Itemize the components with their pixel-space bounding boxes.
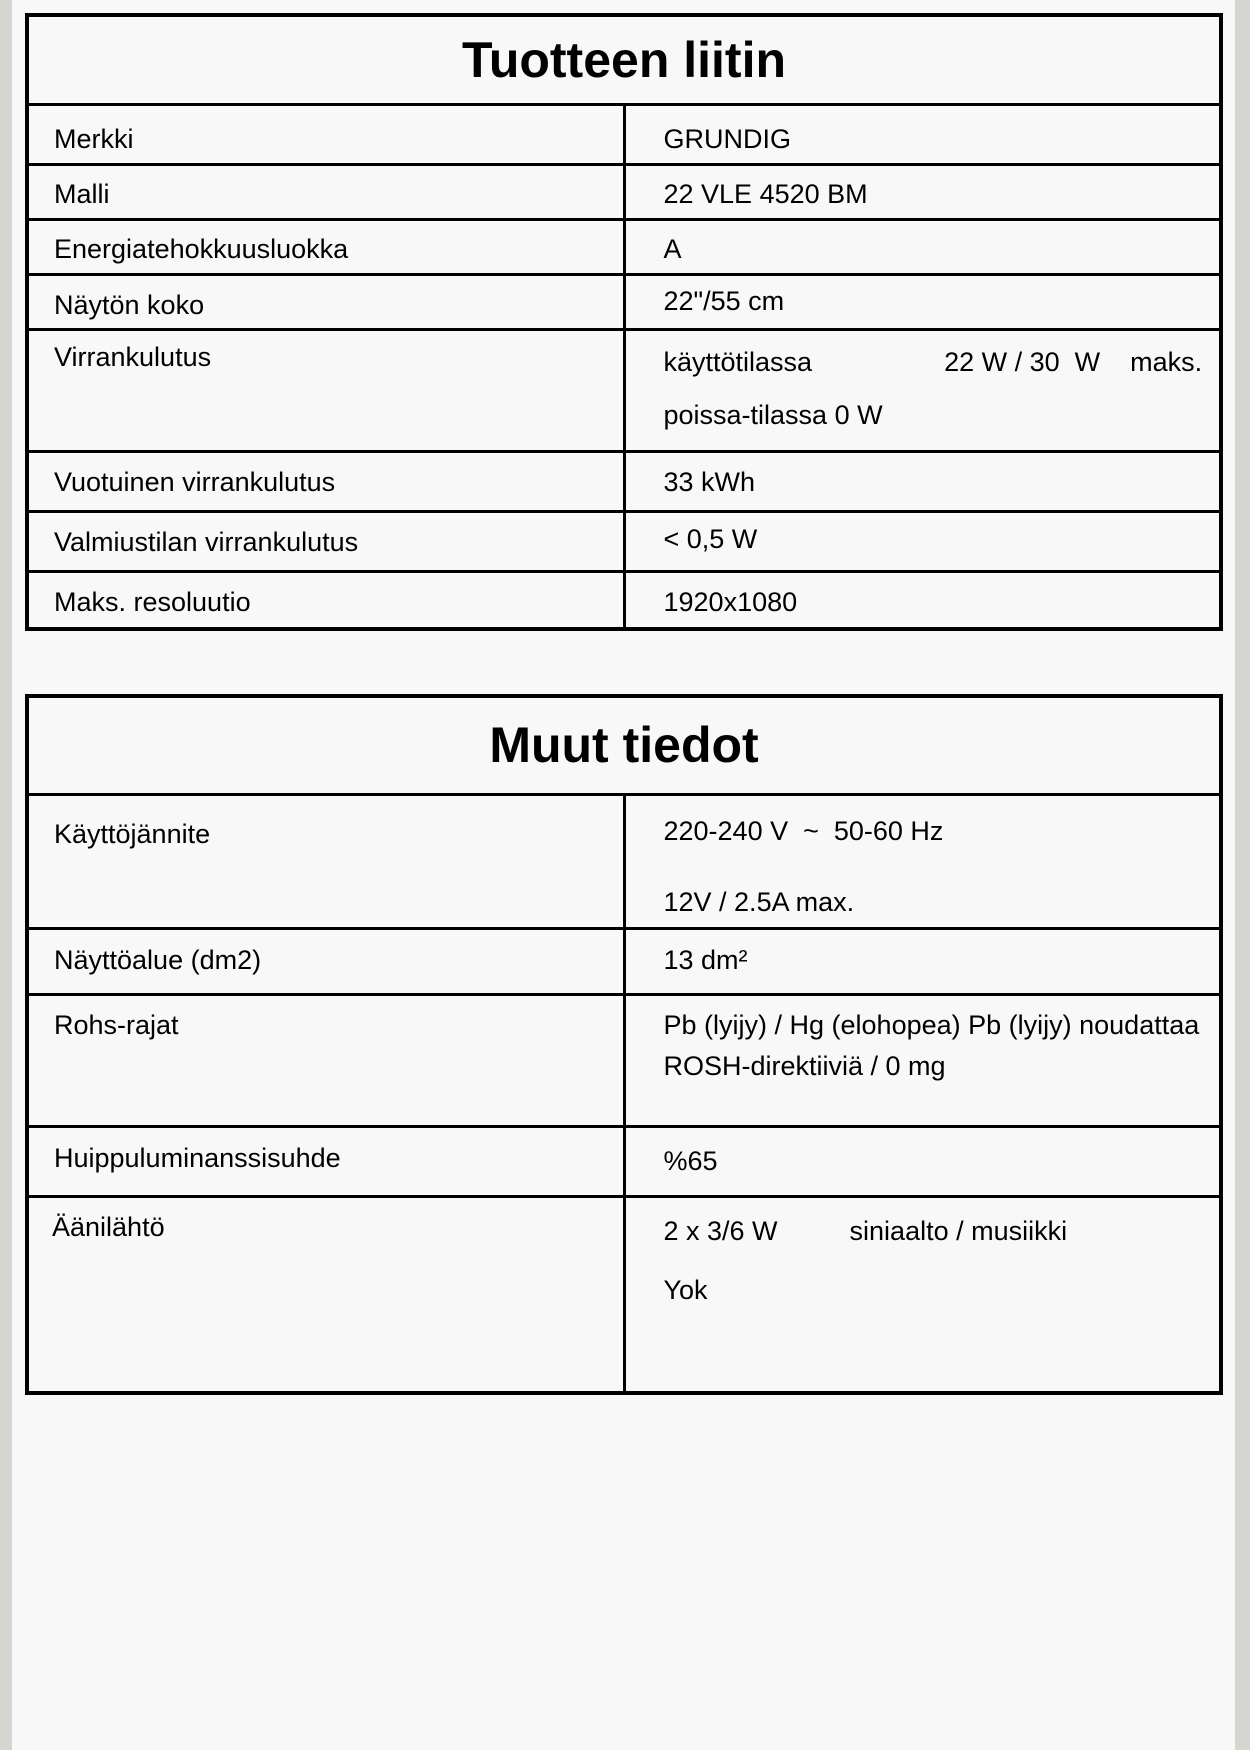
row-value: 22 VLE 4520 BM bbox=[624, 164, 1221, 219]
row-label: Näytön koko bbox=[27, 274, 624, 329]
table-title: Muut tiedot bbox=[27, 696, 1221, 794]
table-row bbox=[27, 1126, 1221, 1196]
table-row bbox=[27, 104, 1221, 164]
audio-extra: Yok bbox=[663, 1274, 708, 1305]
row-label: Malli bbox=[27, 164, 624, 219]
table-row bbox=[27, 928, 1221, 994]
row-value: 22"/55 cm bbox=[624, 274, 1221, 329]
row-label: Rohs-rajat bbox=[27, 994, 624, 1126]
row-value: 33 kWh bbox=[624, 451, 1221, 511]
row-label: Näyttöalue (dm2) bbox=[27, 928, 624, 994]
row-label: Vuotuinen virrankulutus bbox=[27, 451, 624, 511]
other-info-table bbox=[25, 694, 1223, 1395]
audio-power: 2 x 3/6 W bbox=[663, 1215, 778, 1246]
power-value: 22 W / 30 W bbox=[944, 346, 1101, 377]
row-value: 1920x1080 bbox=[624, 571, 1221, 629]
row-label: Virrankulutus bbox=[27, 329, 624, 451]
table-row bbox=[27, 219, 1221, 274]
row-label: Äänilähtö bbox=[27, 1196, 624, 1393]
power-mode-label: käyttötilassa bbox=[663, 346, 813, 377]
row-label: Valmiustilan virrankulutus bbox=[27, 511, 624, 571]
row-value: Pb (lyijy) / Hg (elohopea) Pb (lyijy) noudattaa ROSH-direktiiviä / 0 mg bbox=[624, 994, 1221, 1126]
audio-type: siniaalto / musiikki bbox=[849, 1215, 1068, 1246]
document-page bbox=[12, 0, 1235, 1750]
power-max-label: maks. bbox=[1130, 346, 1203, 377]
row-value: GRUNDIG bbox=[624, 104, 1221, 164]
table-row bbox=[27, 994, 1221, 1126]
table-row bbox=[27, 1196, 1221, 1393]
row-label: Huippuluminanssisuhde bbox=[27, 1126, 624, 1196]
table-row bbox=[27, 794, 1221, 928]
row-value: %65 bbox=[624, 1126, 1221, 1196]
row-value: 13 dm² bbox=[624, 928, 1221, 994]
row-label: Käyttöjännite bbox=[27, 794, 624, 928]
table-row bbox=[27, 329, 1221, 451]
row-value: < 0,5 W bbox=[624, 511, 1221, 571]
table-row bbox=[27, 571, 1221, 629]
row-value: A bbox=[624, 219, 1221, 274]
row-label: Maks. resoluutio bbox=[27, 571, 624, 629]
row-label: Merkki bbox=[27, 104, 624, 164]
table-row bbox=[27, 511, 1221, 571]
table-row bbox=[27, 274, 1221, 329]
table-row bbox=[27, 164, 1221, 219]
row-value bbox=[624, 329, 1221, 451]
product-connector-table bbox=[25, 13, 1223, 631]
power-off-value: poissa-tilassa 0 W bbox=[663, 399, 883, 430]
row-value bbox=[624, 1196, 1221, 1393]
row-value: 220-240 V ~ 50-60 Hz 12V / 2.5A max. bbox=[624, 794, 1221, 928]
table-row bbox=[27, 451, 1221, 511]
table-title: Tuotteen liitin bbox=[27, 15, 1221, 104]
row-label: Energiatehokkuusluokka bbox=[27, 219, 624, 274]
